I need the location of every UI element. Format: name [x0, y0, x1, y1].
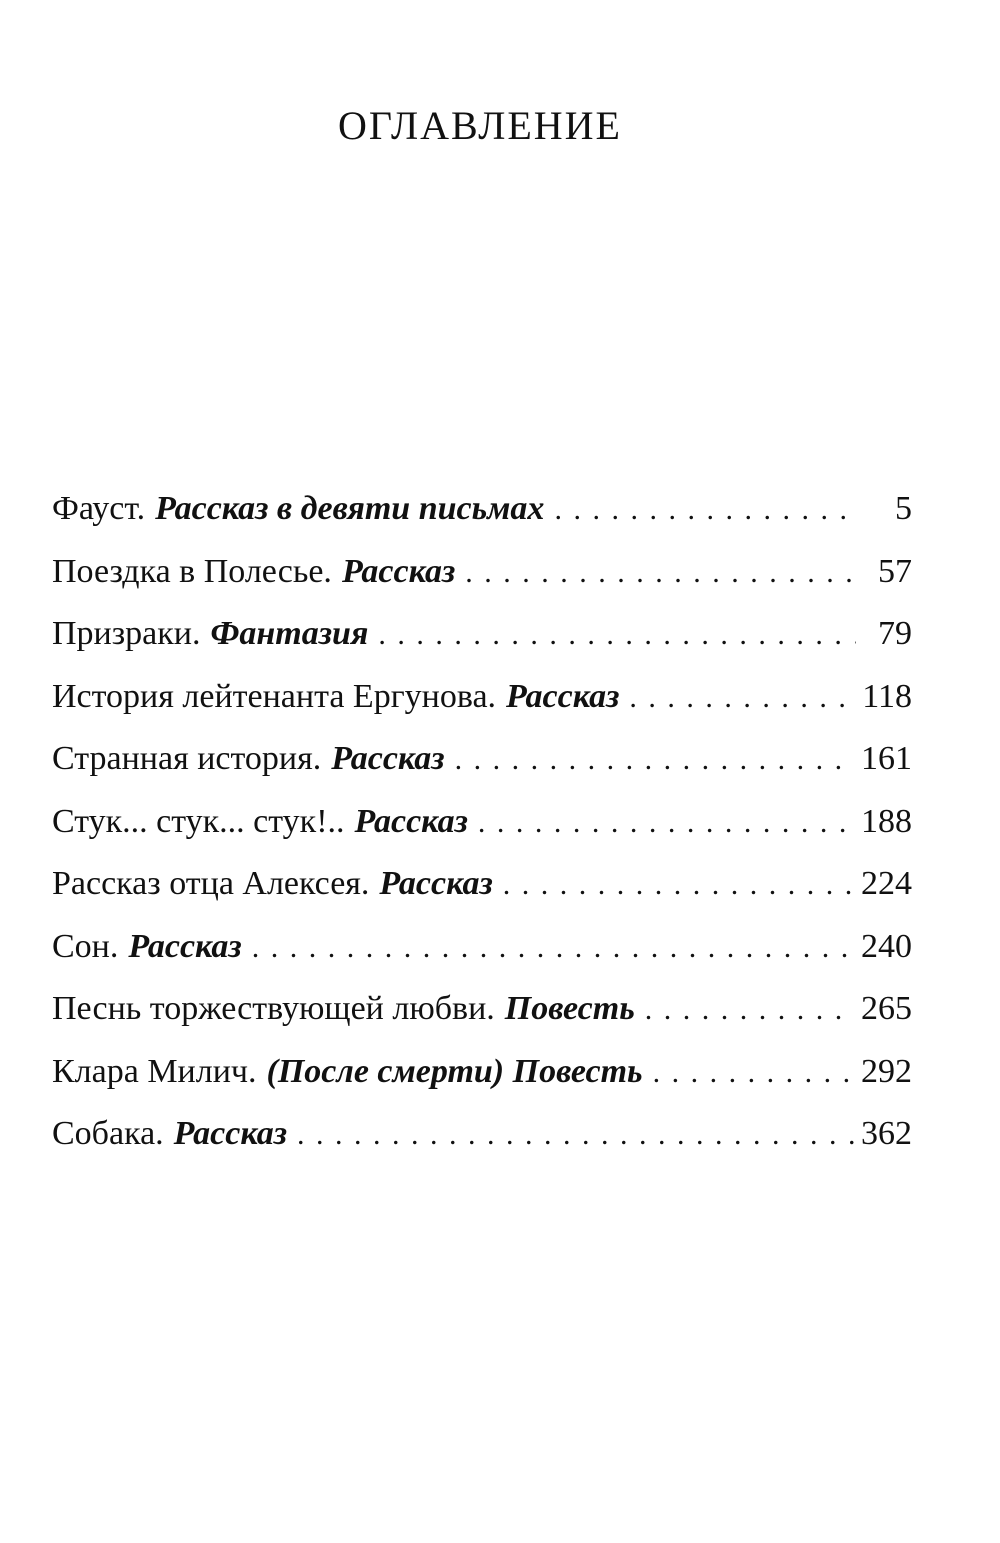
entry-genre: Рассказ	[506, 677, 620, 715]
entry-page-number: 118	[862, 677, 912, 715]
dot-leader	[465, 542, 856, 604]
entry-genre: Рассказ	[331, 740, 445, 777]
entry-genre: (После смерти) Повесть	[266, 1052, 643, 1090]
dot-leader	[455, 729, 855, 791]
dot-leader	[629, 667, 856, 729]
entry-title: Собака.	[52, 1115, 164, 1152]
entry-page-number: 57	[878, 552, 912, 590]
entry-genre: Повесть	[504, 990, 635, 1027]
toc-entry[interactable]	[52, 478, 912, 541]
entry-title: Странная история.	[52, 740, 322, 777]
toc-entry[interactable]	[52, 853, 912, 916]
entry-title: Клара Милич.	[52, 1052, 257, 1090]
entry-title: Сон.	[52, 927, 119, 965]
toc-entry[interactable]	[52, 978, 912, 1041]
entry-page-number: 292	[861, 1052, 912, 1090]
entry-genre: Рассказ	[379, 865, 493, 902]
entry-page-number: 5	[895, 490, 912, 527]
entry-title: Фауст.	[52, 490, 146, 527]
toc-entry[interactable]	[52, 791, 912, 854]
entry-genre: Рассказ	[341, 552, 456, 590]
entry-title: Призраки.	[52, 615, 201, 652]
entry-title: Песнь торжествующей любви.	[52, 990, 495, 1027]
entry-page-number: 362	[861, 1115, 912, 1152]
toc-entry[interactable]	[52, 541, 912, 604]
toc-entry[interactable]	[52, 1041, 912, 1104]
entry-genre: Рассказ в девяти письмах	[155, 490, 545, 527]
entry-page-number: 188	[861, 802, 912, 840]
dot-leader	[297, 1104, 855, 1166]
toc-entry[interactable]	[52, 666, 912, 729]
toc-entry[interactable]	[52, 1103, 912, 1166]
entry-title: Рассказ отца Алексея.	[52, 865, 370, 902]
entry-genre: Рассказ	[354, 802, 468, 840]
entry-page-number: 240	[861, 927, 912, 965]
entry-title: Поездка в Полесье.	[52, 552, 332, 590]
toc-entry[interactable]	[52, 603, 912, 666]
dot-leader	[252, 917, 855, 979]
dot-leader	[554, 479, 856, 541]
entry-genre: Рассказ	[173, 1115, 287, 1152]
entry-genre: Фантазия	[210, 615, 369, 652]
toc-heading: ОГЛАВЛЕНИЕ	[338, 103, 622, 148]
dot-leader	[378, 604, 856, 666]
dot-leader	[653, 1042, 855, 1104]
dot-leader	[503, 854, 855, 916]
entry-title: Стук... стук... стук!..	[52, 802, 345, 840]
entry-page-number: 265	[861, 990, 912, 1027]
entry-page-number: 161	[861, 740, 912, 777]
toc-list	[52, 478, 912, 1166]
entry-genre: Рассказ	[128, 927, 242, 965]
toc-entry[interactable]	[52, 728, 912, 791]
entry-page-number: 224	[861, 865, 912, 902]
toc-entry[interactable]	[52, 916, 912, 979]
entry-title: История лейтенанта Ергунова.	[52, 677, 497, 715]
dot-leader	[645, 979, 855, 1041]
entry-page-number: 79	[878, 615, 912, 652]
dot-leader	[478, 792, 855, 854]
